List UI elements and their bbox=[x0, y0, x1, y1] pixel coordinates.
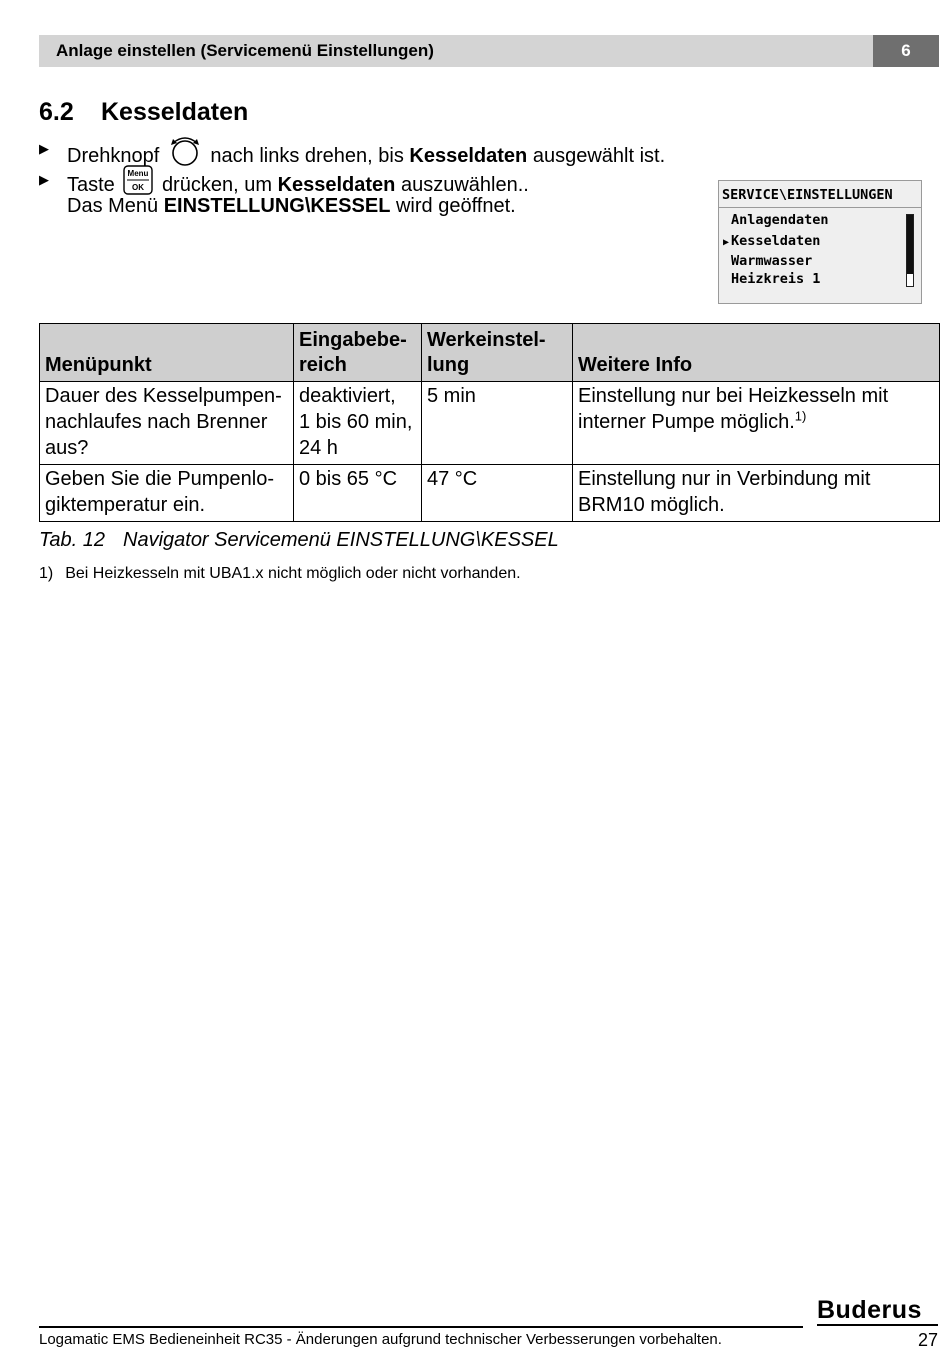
display-scrollbar bbox=[906, 214, 914, 287]
footer-text: Logamatic EMS Bedieneinheit RC35 - Änderungen aufgrund technischer Verbesserungen vorbehalten. bbox=[39, 1331, 722, 1348]
brand-logo: Buderus bbox=[817, 1296, 922, 1324]
footnote-ref: 1) bbox=[794, 408, 807, 424]
section-title: Kesseldaten bbox=[101, 98, 249, 126]
brand-underline bbox=[817, 1324, 938, 1326]
footer-divider bbox=[39, 1326, 803, 1328]
scrollbar-thumb bbox=[907, 215, 913, 274]
svg-text:Menu: Menu bbox=[127, 169, 149, 178]
table-caption: Tab. 12 Navigator Servicemenü EINSTELLUNG\KESSEL bbox=[39, 529, 559, 551]
bullet-arrow-icon: ▶ bbox=[39, 141, 49, 156]
table-row bbox=[40, 465, 940, 522]
table-header-row bbox=[40, 324, 940, 382]
chapter-number: 6 bbox=[873, 35, 939, 67]
section-heading bbox=[39, 98, 248, 127]
table-cell: deaktiviert, 1 bis 60 min, 24 h bbox=[294, 382, 422, 465]
display-menu-item: Heizkreis 1 bbox=[731, 271, 821, 287]
svg-text:OK: OK bbox=[132, 183, 145, 192]
column-header: Menüpunkt bbox=[40, 324, 294, 382]
page-header bbox=[39, 35, 873, 67]
display-menu-item-selected: ▶ Kesseldaten bbox=[723, 233, 821, 249]
display-title: SERVICE\EINSTELLUNGEN bbox=[719, 181, 921, 208]
instruction-step-1: ▶ Drehknopf nach links drehen, bis Kesseldaten ausgewählt ist. bbox=[39, 136, 665, 177]
instruction-result: Das Menü EINSTELLUNG\KESSEL wird geöffnet. bbox=[67, 195, 516, 217]
settings-table bbox=[39, 323, 940, 522]
table-cell: 5 min bbox=[422, 382, 573, 465]
column-header: Eingabebe- reich bbox=[294, 324, 422, 382]
cursor-arrow-icon: ▶ bbox=[723, 237, 730, 248]
section-number: 6.2 bbox=[39, 98, 74, 126]
table-cell: 47 °C bbox=[422, 465, 573, 522]
column-header: Weitere Info bbox=[573, 324, 940, 382]
header-title: Anlage einstellen (Servicemenü Einstellungen) bbox=[56, 41, 434, 60]
page-number: 27 bbox=[917, 1330, 938, 1350]
lcd-display bbox=[718, 180, 922, 304]
display-menu-item: Warmwasser bbox=[731, 253, 813, 269]
table-cell: Geben Sie die Pumpenlo- giktemperatur ein. bbox=[40, 465, 294, 522]
table-cell: Einstellung nur in Verbindung mit BRM10 möglich. bbox=[573, 465, 940, 522]
table-cell: Einstellung nur bei Heizkesseln mit interner Pumpe möglich.$^{1)}$ bbox=[573, 382, 940, 465]
table-cell: Dauer des Kesselpumpen- nachlaufes nach Brenner aus? bbox=[40, 382, 294, 465]
instruction-step-2: ▶ Taste Menu OK drücken, um Kesseldaten auszuwählen.. bbox=[39, 167, 529, 204]
column-header: Werkeinstel- lung bbox=[422, 324, 573, 382]
footnote: 1) Bei Heizkesseln mit UBA1.x nicht möglich oder nicht vorhanden. bbox=[39, 565, 521, 582]
bullet-arrow-icon: ▶ bbox=[39, 172, 49, 187]
table-cell: 0 bis 65 °C bbox=[294, 465, 422, 522]
table-row bbox=[40, 382, 940, 465]
display-menu-item: Anlagendaten bbox=[731, 212, 829, 228]
